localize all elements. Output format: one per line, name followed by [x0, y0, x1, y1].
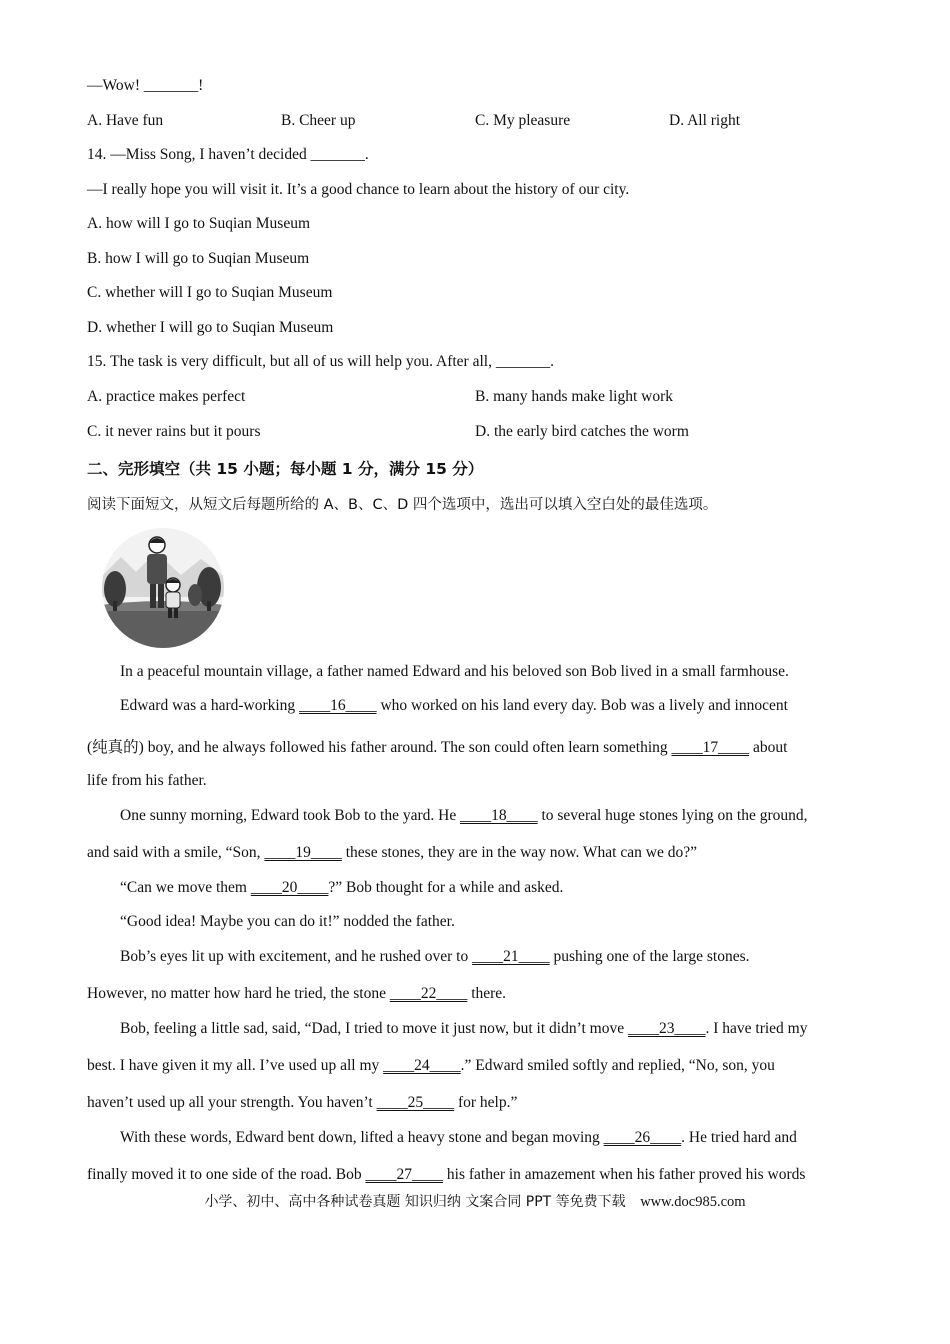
passage-line: [87, 985, 506, 1003]
passage-text: With these words, Edward bent down, lifted a heavy stone and began moving: [120, 1129, 604, 1146]
passage-text: these stones, they are in the way now. What can we do?”: [341, 844, 697, 861]
passage-text: However, no matter how hard he tried, the stone: [87, 985, 390, 1002]
passage-text: and said with a smile, “Son,: [87, 844, 265, 861]
passage-text: Bob, feeling a little sad, said, “Dad, I tried to move it just now, but it didn’t move: [120, 1020, 628, 1037]
blank-24: ____24____: [383, 1057, 461, 1074]
passage-text: about: [749, 739, 788, 756]
passage-line: [120, 697, 788, 715]
q13-option-a: A. Have fun: [87, 112, 164, 129]
passage-text: to several huge stones lying on the ground,: [537, 807, 808, 824]
q13-option-c: C. My pleasure: [475, 112, 571, 129]
passage-line: [87, 1057, 775, 1075]
passage-text: . I have tried my: [705, 1020, 808, 1037]
blank-21: ____21____: [472, 948, 550, 965]
blank-22: ____22____: [389, 985, 468, 1002]
passage-line: [120, 1129, 797, 1147]
section-heading: 二、完形填空（共 15 小题；每小题 1 分，满分 15 分）: [87, 460, 484, 478]
section-instruction: 阅读下面短文，从短文后每题所给的 A、B、C、D 四个选项中，选出可以填入空白处的最佳选项。: [87, 497, 718, 513]
passage-text: . He tried hard and: [681, 1129, 797, 1146]
passage-line: [87, 844, 697, 862]
passage-line: [120, 879, 563, 897]
q13-option-b: B. Cheer up: [281, 112, 356, 129]
passage-line: [87, 1166, 805, 1184]
passage-paragraph-1: In a peaceful mountain village, a father named Edward and his beloved son Bob lived in a small farmhouse.: [120, 663, 789, 680]
blank-18: ____18____: [460, 807, 538, 824]
passage-text: Bob’s eyes lit up with excitement, and he rushed over to: [120, 948, 473, 965]
passage-line: [87, 735, 787, 757]
blank-16: ____16____: [299, 697, 377, 714]
blank-23: ____23____: [627, 1020, 706, 1037]
passage-text: who worked on his land every day. Bob was a lively and innocent: [376, 697, 788, 714]
blank-20: ____20____: [250, 879, 329, 896]
passage-line: life from his father.: [87, 772, 207, 789]
q15-option-c: C. it never rains but it pours: [87, 423, 261, 440]
passage-line: [120, 1020, 808, 1038]
passage-text: One sunny morning, Edward took Bob to the yard. He: [120, 807, 461, 824]
q14-option-b: B. how I will go to Suqian Museum: [87, 250, 310, 267]
q13-dialog: —Wow! _______!: [87, 77, 204, 94]
page-footer: [0, 1191, 950, 1211]
passage-text: his father in amazement when his father proved his words: [443, 1166, 806, 1183]
q14-option-d: D. whether I will go to Suqian Museum: [87, 319, 334, 336]
passage-line: “Good idea! Maybe you can do it!” nodded the father.: [120, 913, 455, 930]
q14-reply: —I really hope you will visit it. It’s a good chance to learn about the history of our city.: [87, 181, 630, 198]
passage-line: [120, 807, 808, 825]
q13-option-d: D. All right: [669, 112, 741, 129]
blank-19: ____19____: [264, 844, 342, 861]
passage-line: [120, 948, 750, 966]
blank-26: ____26____: [603, 1129, 682, 1146]
passage-text: there.: [467, 985, 507, 1002]
passage-text: haven’t used up all your strength. You haven’t: [87, 1094, 377, 1111]
q15-option-b: B. many hands make light work: [475, 388, 674, 405]
passage-text: .” Edward smiled softly and replied, “No, son, you: [460, 1057, 775, 1074]
passage-text: (纯真的) boy, and he always followed his father around. The son could often learn something: [87, 739, 672, 756]
passage-line: [87, 1094, 517, 1112]
father-son-illustration: [101, 527, 225, 649]
passage-text: “Can we move them: [120, 879, 251, 896]
q14-option-a: A. how will I go to Suqian Museum: [87, 215, 311, 232]
passage-text: best. I have given it my all. I’ve used up all my: [87, 1057, 384, 1074]
footer-text: 小学、初中、高中各种试卷真题 知识归纳 文案合同 PPT 等免费下载: [204, 1194, 626, 1210]
passage-text: finally moved it to one side of the road. Bob: [87, 1166, 366, 1183]
q14-option-c: C. whether will I go to Suqian Museum: [87, 284, 333, 301]
footer-url[interactable]: www.doc985.com: [640, 1194, 746, 1210]
blank-17: ____17____: [671, 739, 750, 756]
passage-text: ?” Bob thought for a while and asked.: [328, 879, 564, 896]
q15-stem: 15. The task is very difficult, but all of us will help you. After all, _______.: [87, 353, 554, 370]
q14-stem: 14. —Miss Song, I haven’t decided _______.: [87, 146, 369, 163]
blank-25: ____25____: [376, 1094, 455, 1111]
blank-27: ____27____: [365, 1166, 444, 1183]
q15-option-a: A. practice makes perfect: [87, 388, 246, 405]
passage-text: for help.”: [454, 1094, 518, 1111]
passage-text: Edward was a hard-working: [120, 697, 300, 714]
q15-option-d: D. the early bird catches the worm: [475, 423, 689, 440]
passage-text: pushing one of the large stones.: [549, 948, 750, 965]
